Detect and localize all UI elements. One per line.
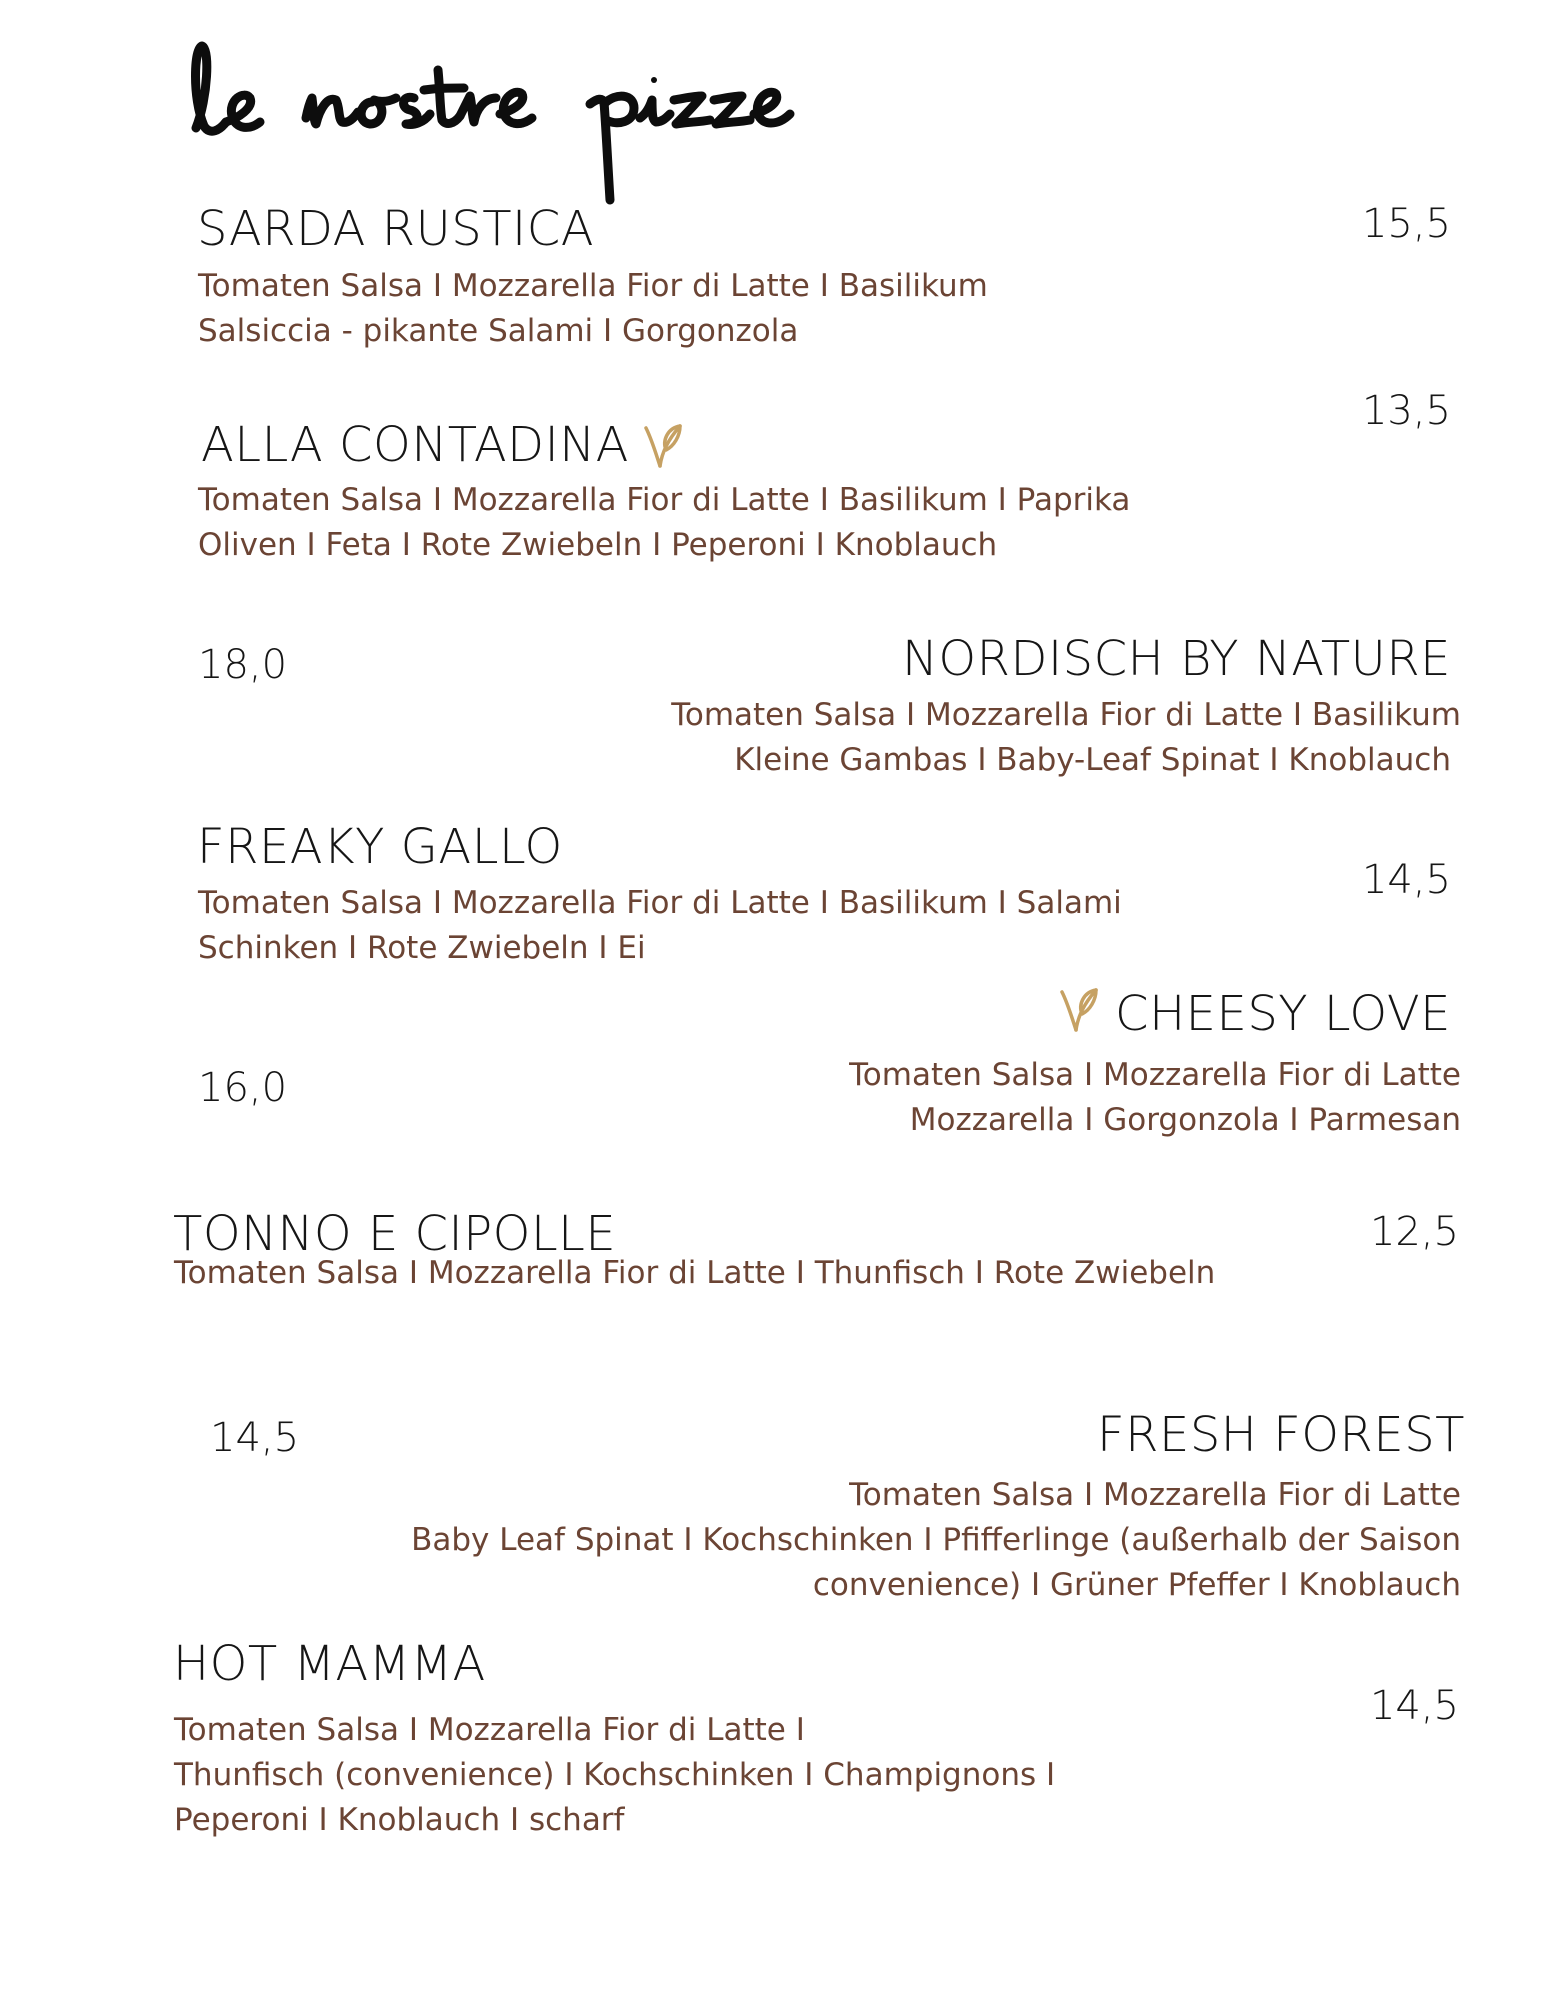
pizza-name: HOT MAMMA <box>173 1636 486 1692</box>
ingredient-line: Thunfisch (convenience) I Kochschinken I Champignons I <box>174 1757 1056 1793</box>
ingredient-line: Tomaten Salsa I Mozzarella Fior di Latte I Basilikum <box>671 697 1461 733</box>
pizza-price: 12,5 <box>1369 1209 1459 1255</box>
ingredient-line: Baby Leaf Spinat I Kochschinken I Pfifferlinge (außerhalb der Saison <box>411 1522 1461 1558</box>
pizza-price: 13,5 <box>1361 388 1451 434</box>
pizza-ingredients <box>849 1053 1461 1143</box>
pizza-ingredients <box>411 1473 1461 1608</box>
pizza-price: 14,5 <box>210 1415 300 1461</box>
pizza-price: 14,5 <box>1361 857 1451 903</box>
menu-title-script <box>188 18 868 218</box>
pizza-price: 15,5 <box>1361 201 1451 247</box>
ingredient-line: Schinken I Rote Zwiebeln I Ei <box>198 930 646 966</box>
pizza-name: ALLA CONTADINA <box>201 417 630 473</box>
ingredient-line: Tomaten Salsa I Mozzarella Fior di Latte I Basilikum <box>198 268 988 304</box>
pizza-ingredients <box>174 1251 1215 1296</box>
pizza-name: FREAKY GALLO <box>197 819 563 875</box>
pizza-price: 18,0 <box>198 642 288 688</box>
pizza-ingredients <box>198 264 988 354</box>
pizza-name: FRESH FOREST <box>1097 1407 1465 1463</box>
pizza-ingredients <box>198 881 1122 971</box>
ingredient-line: convenience) I Grüner Pfeffer I Knoblauch <box>812 1567 1461 1603</box>
pizza-ingredients <box>174 1708 1055 1843</box>
pizza-name: TONNO E CIPOLLE <box>173 1206 617 1262</box>
ingredient-line: Kleine Gambas I Baby-Leaf Spinat I Knoblauch <box>734 742 1451 778</box>
vegetarian-leaf-icon <box>1058 982 1102 1032</box>
ingredient-line: Tomaten Salsa I Mozzarella Fior di Latte <box>849 1057 1461 1093</box>
ingredient-line: Oliven I Feta I Rote Zwiebeln I Peperoni I Knoblauch <box>198 527 998 563</box>
ingredient-line: Peperoni I Knoblauch I scharf <box>174 1802 625 1838</box>
ingredient-line: Tomaten Salsa I Mozzarella Fior di Latte I Thunfisch I Rote Zwiebeln <box>174 1255 1216 1291</box>
ingredient-line: Tomaten Salsa I Mozzarella Fior di Latte I Basilikum I Salami <box>198 885 1122 921</box>
pizza-ingredients <box>198 478 1130 568</box>
vegetarian-leaf-icon <box>642 418 686 468</box>
ingredient-line: Mozzarella I Gorgonzola I Parmesan <box>909 1102 1461 1138</box>
ingredient-line: Tomaten Salsa I Mozzarella Fior di Latte I <box>174 1712 805 1748</box>
ingredient-line: Tomaten Salsa I Mozzarella Fior di Latte <box>849 1477 1461 1513</box>
pizza-price: 14,5 <box>1369 1683 1459 1729</box>
pizza-name: CHEESY LOVE <box>1115 986 1451 1042</box>
ingredient-line: Tomaten Salsa I Mozzarella Fior di Latte I Basilikum I Paprika <box>198 482 1131 518</box>
pizza-name: SARDA RUSTICA <box>197 201 595 257</box>
ingredient-line: Salsiccia - pikante Salami I Gorgonzola <box>198 313 799 349</box>
pizza-name: NORDISCH BY NATURE <box>901 631 1451 687</box>
pizza-price: 16,0 <box>198 1065 288 1111</box>
pizza-ingredients <box>671 693 1461 783</box>
